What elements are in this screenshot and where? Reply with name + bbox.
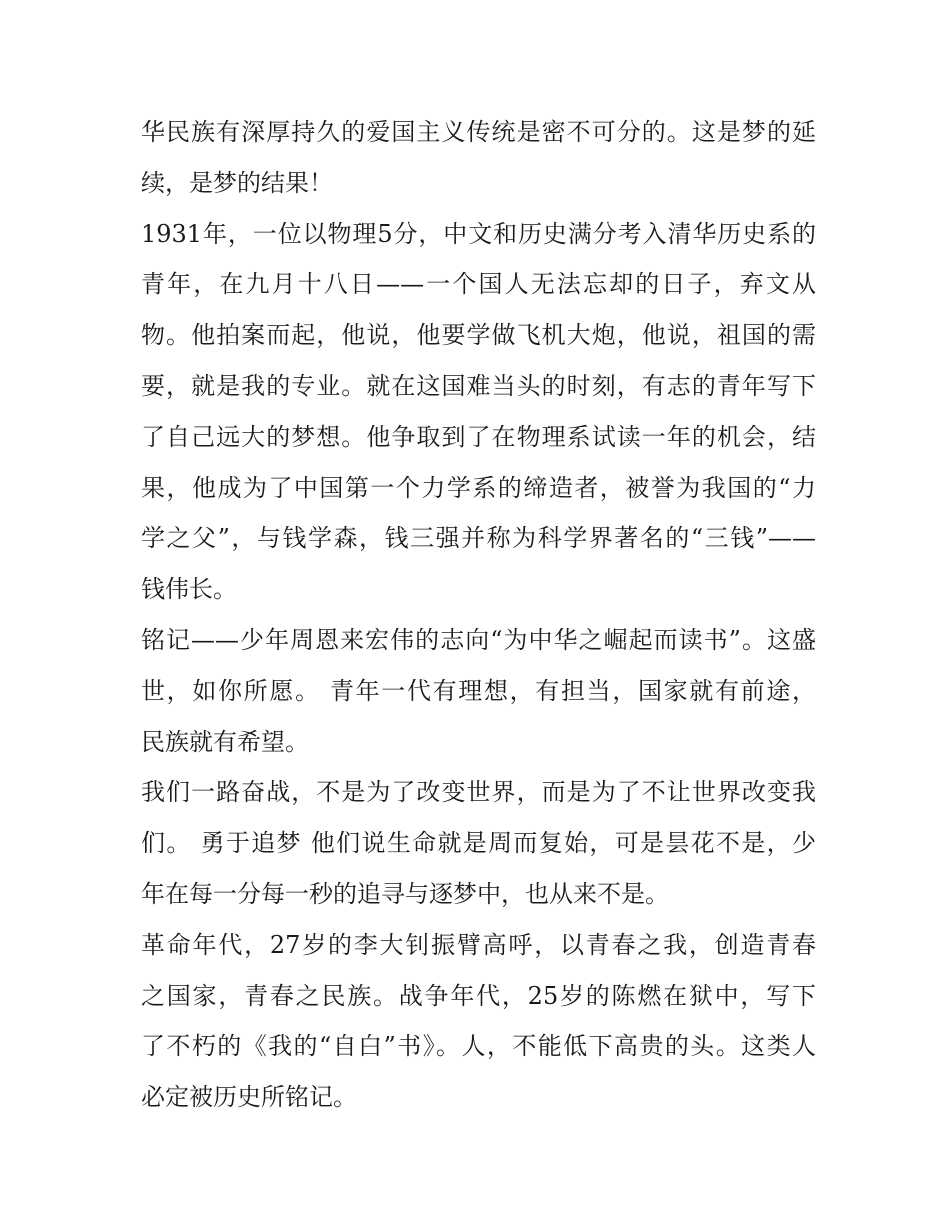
text-line: 之国家，青春之民族。战争年代，25岁的陈燃在狱中，写下 [141, 981, 816, 1010]
text-line: 铭记——少年周恩来宏伟的志向“为中华之崛起而读书”。这盛 [141, 625, 816, 654]
text-line: 续，是梦的结果！ [141, 168, 333, 197]
text-line: 果，他成为了中国第一个力学系的缔造者，被誉为我国的“力 [141, 473, 816, 502]
text-line: 华民族有深厚持久的爱国主义传统是密不可分的。这是梦的延 [141, 118, 816, 146]
text-line: 要，就是我的专业。就在这国难当头的时刻，有志的青年写下 [141, 371, 816, 400]
text-line: 世，如你所愿。 青年一代有理想，有担当，国家就有前途， [141, 676, 816, 705]
text-line: 年在每一分每一秒的追寻与逐梦中，也从来不是。 [141, 879, 669, 908]
text-line: 革命年代，27岁的李大钊振臂高呼，以青春之我，创造青春 [141, 930, 816, 959]
text-line: 钱伟长。 [141, 575, 237, 604]
text-line: 民族就有希望。 [141, 727, 309, 756]
text-line: 们。 勇于追梦 他们说生命就是周而复始，可是昙花不是，少 [141, 829, 816, 858]
text-line: 1931年，一位以物理5分，中文和历史满分考入清华历史系的 [141, 219, 816, 248]
body-text [141, 107, 816, 1123]
text-line: 青年，在九月十八日——一个国人无法忘却的日子，弃文从 [141, 270, 816, 299]
text-line: 了自己远大的梦想。他争取到了在物理系试读一年的机会，结 [141, 422, 816, 451]
text-line: 学之父”，与钱学森，钱三强并称为科学界著名的“三钱”—— [141, 524, 816, 553]
text-line: 了不朽的《我的“自白”书》。人，不能低下高贵的头。这类人 [141, 1032, 816, 1061]
text-line: 必定被历史所铭记。 [141, 1083, 357, 1112]
text-line: 物。他拍案而起，他说，他要学做飞机大炮，他说，祖国的需 [141, 321, 816, 350]
text-line: 我们一路奋战，不是为了改变世界，而是为了不让世界改变我 [141, 778, 816, 807]
